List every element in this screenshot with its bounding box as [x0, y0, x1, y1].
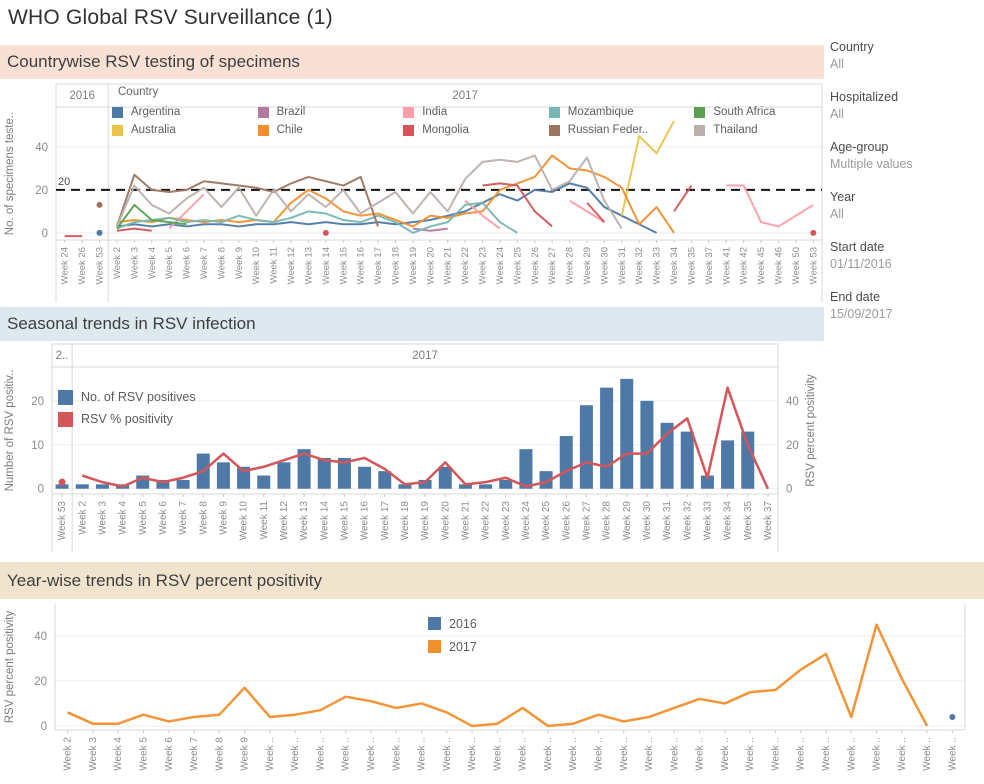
- svg-text:Week 8: Week 8: [214, 737, 226, 771]
- legend-label: Thailand: [713, 124, 758, 136]
- svg-text:Week 4: Week 4: [117, 501, 129, 535]
- svg-text:Number of RSV positiv..: Number of RSV positiv..: [4, 369, 16, 492]
- svg-text:Week ..: Week ..: [441, 737, 453, 771]
- filter-label: Age-group: [830, 140, 889, 154]
- svg-text:Week 14: Week 14: [319, 501, 331, 541]
- legend-label: Mongolia: [422, 124, 469, 136]
- svg-text:Week 27: Week 27: [547, 247, 559, 285]
- svg-text:40: 40: [35, 141, 48, 154]
- svg-text:Week 33: Week 33: [702, 501, 714, 541]
- country-legend: [112, 86, 832, 139]
- legend-label: RSV % positivity: [81, 412, 173, 426]
- legend-swatch: [694, 107, 705, 118]
- legend-item-south-africa[interactable]: [694, 103, 832, 121]
- legend-item-thailand[interactable]: [694, 121, 832, 139]
- svg-text:Week 5: Week 5: [164, 247, 176, 280]
- bar-week-28: [600, 388, 613, 489]
- bar-week-9: [217, 462, 230, 488]
- seasonal-legend: [58, 386, 196, 430]
- filter-value[interactable]: All: [830, 57, 844, 71]
- svg-text:2017: 2017: [452, 90, 478, 102]
- series-mongolia: [117, 229, 152, 231]
- legend-label: Australia: [131, 124, 176, 136]
- seasonal-trends-chart[interactable]: [0, 343, 984, 557]
- bar-week-35: [741, 432, 754, 489]
- legend-label: 2017: [449, 639, 477, 654]
- svg-text:Week 22: Week 22: [460, 247, 472, 285]
- svg-text:Week ..: Week ..: [669, 737, 681, 771]
- svg-text:Week ..: Week ..: [795, 737, 807, 771]
- legend-item-india[interactable]: [403, 103, 541, 121]
- svg-text:Week 3: Week 3: [97, 501, 109, 535]
- svg-text:Week ..: Week ..: [770, 737, 782, 771]
- page-title: WHO Global RSV Surveillance (1): [8, 6, 333, 29]
- svg-text:Week 6: Week 6: [181, 247, 193, 280]
- svg-text:2016: 2016: [69, 90, 95, 102]
- series-russian-feder--dot: [97, 202, 103, 208]
- svg-text:Week 31: Week 31: [662, 501, 674, 541]
- svg-text:40: 40: [786, 395, 799, 408]
- svg-text:Week ..: Week ..: [820, 737, 832, 771]
- legend-item-australia[interactable]: [112, 121, 250, 139]
- svg-text:Week ..: Week ..: [264, 737, 276, 771]
- svg-text:40: 40: [34, 630, 47, 643]
- filter-country[interactable]: [830, 40, 980, 71]
- svg-text:Week 7: Week 7: [189, 737, 201, 771]
- svg-text:Week 53: Week 53: [808, 247, 820, 285]
- bar-week-16: [358, 467, 371, 489]
- filter-label: Hospitalized: [830, 90, 899, 104]
- svg-text:Week ..: Week ..: [618, 737, 630, 771]
- svg-text:0: 0: [41, 227, 48, 240]
- legend-swatch: [694, 125, 705, 136]
- svg-text:Week 26: Week 26: [77, 247, 89, 285]
- svg-text:Week 5: Week 5: [138, 737, 150, 771]
- svg-text:Week ..: Week ..: [416, 737, 428, 771]
- svg-text:Week ..: Week ..: [542, 737, 554, 771]
- svg-text:0: 0: [37, 483, 44, 496]
- legend-label: No. of RSV positives: [81, 390, 196, 404]
- svg-text:Week 2: Week 2: [62, 737, 74, 771]
- svg-text:Week 32: Week 32: [634, 247, 646, 285]
- filter-label: Country: [830, 40, 874, 54]
- svg-text:Week 25: Week 25: [512, 247, 524, 285]
- legend-swatch: [428, 640, 441, 653]
- legend-label: Mozambique: [567, 106, 634, 118]
- series-mongolia-dot: [323, 230, 329, 236]
- svg-text:Week 3: Week 3: [129, 247, 141, 280]
- svg-text:Week 26: Week 26: [529, 247, 541, 285]
- bar-week-11: [257, 476, 270, 489]
- svg-text:Week 53: Week 53: [94, 247, 106, 285]
- svg-text:Week 8: Week 8: [198, 501, 210, 535]
- svg-text:20: 20: [35, 184, 48, 197]
- legend-item-2017[interactable]: [428, 635, 477, 658]
- legend-swatch: [258, 125, 269, 136]
- svg-text:Week 6: Week 6: [157, 501, 169, 535]
- svg-text:Week 24: Week 24: [494, 247, 506, 285]
- filter-end-date[interactable]: [830, 290, 980, 321]
- bar-week-30: [640, 401, 653, 489]
- svg-text:Week 7: Week 7: [198, 247, 210, 280]
- legend-item-rsv-positivity[interactable]: [58, 408, 196, 430]
- svg-text:Week 16: Week 16: [355, 247, 367, 285]
- filter-label: End date: [830, 290, 881, 304]
- svg-text:Week 29: Week 29: [621, 501, 633, 541]
- filter-label: Year: [830, 190, 856, 204]
- svg-text:Week ..: Week ..: [365, 737, 377, 771]
- svg-text:Week 13: Week 13: [303, 247, 315, 285]
- svg-text:Week 41: Week 41: [721, 247, 733, 285]
- svg-text:Week ..: Week ..: [517, 737, 529, 771]
- bar-week-29: [620, 379, 633, 489]
- svg-text:Week 18: Week 18: [399, 501, 411, 541]
- series-argentina-dot: [97, 230, 103, 236]
- filter-value[interactable]: All: [830, 107, 844, 121]
- legend-label: South Africa: [713, 106, 776, 118]
- bar-week-22: [479, 484, 492, 488]
- svg-text:0: 0: [40, 720, 47, 733]
- series-mongolia-dot: [810, 230, 816, 236]
- svg-text:Week ..: Week ..: [846, 737, 858, 771]
- legend-item-russian-feder-[interactable]: [549, 121, 687, 139]
- bar-week-23: [499, 480, 512, 489]
- svg-text:Week 19: Week 19: [407, 247, 419, 285]
- svg-text:20: 20: [786, 439, 799, 452]
- svg-text:Week 37: Week 37: [762, 501, 774, 541]
- legend-item-chile[interactable]: [258, 121, 396, 139]
- svg-text:Week ..: Week ..: [922, 737, 934, 771]
- legend-label: 2016: [449, 616, 477, 631]
- svg-text:Week 23: Week 23: [500, 501, 512, 541]
- svg-text:Week 13: Week 13: [299, 501, 311, 541]
- legend-label: Brazil: [276, 106, 306, 118]
- svg-text:Week 17: Week 17: [379, 501, 391, 541]
- svg-text:Week 50: Week 50: [790, 247, 802, 285]
- svg-text:Week 35: Week 35: [742, 501, 754, 541]
- filter-value[interactable]: Multiple values: [830, 157, 913, 171]
- svg-text:Week ..: Week ..: [492, 737, 504, 771]
- svg-text:2..: 2..: [55, 350, 69, 362]
- svg-text:Week ..: Week ..: [694, 737, 706, 771]
- legend-swatch: [403, 125, 414, 136]
- svg-text:Week ..: Week ..: [290, 737, 302, 771]
- svg-text:Week 35: Week 35: [686, 247, 698, 285]
- svg-text:Week 6: Week 6: [163, 737, 175, 771]
- svg-text:2017: 2017: [412, 350, 438, 362]
- svg-text:Week 16: Week 16: [359, 501, 371, 541]
- svg-text:Week 2: Week 2: [111, 247, 123, 280]
- svg-text:Week 21: Week 21: [442, 247, 454, 285]
- legend-swatch: [58, 390, 73, 405]
- svg-text:Week ..: Week ..: [947, 737, 959, 771]
- legend-swatch: [428, 617, 441, 630]
- svg-text:Week ..: Week ..: [871, 737, 883, 771]
- svg-text:Week 12: Week 12: [278, 501, 290, 541]
- svg-text:0: 0: [786, 483, 793, 496]
- filter-year[interactable]: [830, 190, 980, 221]
- filter-sidebar: [830, 40, 980, 340]
- svg-text:Week 14: Week 14: [320, 247, 332, 285]
- svg-text:Week 30: Week 30: [641, 501, 653, 541]
- svg-text:10: 10: [31, 439, 44, 452]
- svg-text:Week 30: Week 30: [599, 247, 611, 285]
- legend-label: Russian Feder..: [567, 124, 649, 136]
- svg-text:20: 20: [31, 395, 44, 408]
- legend-label: Argentina: [131, 106, 181, 118]
- filter-hospitalized[interactable]: [830, 90, 980, 121]
- bar-week-27: [580, 405, 593, 488]
- yearwise-trends-chart[interactable]: [0, 598, 984, 784]
- filter-value[interactable]: All: [830, 207, 844, 221]
- bar-week-32: [681, 432, 694, 489]
- svg-text:Week 4: Week 4: [113, 737, 125, 771]
- svg-text:Week 53: Week 53: [57, 501, 69, 541]
- svg-text:Week 23: Week 23: [477, 246, 489, 285]
- legend-swatch: [258, 107, 269, 118]
- legend-item-mongolia[interactable]: [403, 121, 541, 139]
- svg-text:Week 33: Week 33: [651, 247, 663, 285]
- legend-label: Chile: [276, 124, 303, 136]
- svg-text:20: 20: [34, 675, 47, 688]
- svg-text:Week 24: Week 24: [520, 501, 532, 541]
- svg-text:Week ..: Week ..: [568, 737, 580, 771]
- svg-text:Week 15: Week 15: [338, 247, 350, 285]
- svg-text:Week 37: Week 37: [703, 247, 715, 285]
- legend-item-mozambique[interactable]: [549, 103, 687, 121]
- bar-week-20: [439, 467, 452, 489]
- bar-week-14: [318, 458, 331, 489]
- legend-swatch: [112, 107, 123, 118]
- svg-text:Week 7: Week 7: [178, 501, 190, 535]
- svg-text:Week 29: Week 29: [581, 247, 593, 285]
- section-header-seasonal: Seasonal trends in RSV infection: [0, 307, 824, 341]
- svg-text:Week ..: Week ..: [896, 737, 908, 771]
- svg-text:Week 28: Week 28: [564, 247, 576, 285]
- svg-text:Week 20: Week 20: [425, 247, 437, 285]
- legend-item-argentina[interactable]: [112, 103, 250, 121]
- legend-swatch: [403, 107, 414, 118]
- svg-text:RSV percent positivity: RSV percent positivity: [4, 610, 16, 724]
- svg-text:Week 9: Week 9: [218, 501, 230, 535]
- legend-swatch: [549, 107, 560, 118]
- filter-label: Start date: [830, 240, 885, 254]
- svg-text:Week 19: Week 19: [420, 501, 432, 541]
- svg-text:Week ..: Week ..: [593, 737, 605, 771]
- svg-text:Week 10: Week 10: [238, 501, 250, 541]
- svg-text:Week ..: Week ..: [719, 737, 731, 771]
- dot-rsv-percent-positivity: [59, 479, 66, 486]
- svg-text:Week ..: Week ..: [745, 737, 757, 771]
- svg-text:Week 8: Week 8: [216, 246, 228, 280]
- svg-text:Week 21: Week 21: [460, 501, 472, 541]
- legend-swatch: [112, 125, 123, 136]
- svg-text:Week 34: Week 34: [669, 247, 681, 285]
- legend-label: India: [422, 106, 448, 118]
- year-legend: [428, 612, 477, 658]
- legend-item-2016[interactable]: [428, 612, 477, 635]
- legend-item-brazil[interactable]: [258, 103, 396, 121]
- svg-text:Week 20: Week 20: [440, 501, 452, 541]
- bar-week-24: [519, 449, 532, 489]
- svg-text:Week 45: Week 45: [756, 247, 768, 285]
- bar-week-12: [277, 462, 290, 488]
- svg-text:Week 28: Week 28: [601, 501, 613, 541]
- svg-text:Week 34: Week 34: [722, 501, 734, 541]
- svg-text:Week 42: Week 42: [738, 247, 750, 285]
- series-2016-dot: [949, 714, 955, 720]
- svg-text:Week 15: Week 15: [339, 501, 351, 541]
- bar-week-34: [721, 440, 734, 488]
- svg-text:Week 25: Week 25: [541, 501, 553, 541]
- svg-text:Week 46: Week 46: [773, 247, 785, 285]
- svg-text:Week 27: Week 27: [581, 501, 593, 541]
- svg-text:Week 22: Week 22: [480, 501, 492, 541]
- svg-text:No. of specimens teste..: No. of specimens teste..: [4, 111, 16, 236]
- svg-text:Week 3: Week 3: [87, 737, 99, 771]
- svg-text:Week 18: Week 18: [390, 247, 402, 285]
- country-legend-title: Country: [118, 86, 159, 98]
- svg-text:Week 26: Week 26: [561, 501, 573, 541]
- bar-week-3: [96, 484, 109, 488]
- filter-value[interactable]: 15/09/2017: [830, 307, 893, 321]
- svg-text:Week ..: Week ..: [315, 737, 327, 771]
- svg-text:Week 24: Week 24: [59, 247, 71, 285]
- svg-text:Week 10: Week 10: [251, 247, 263, 285]
- filter-start-date[interactable]: [830, 240, 980, 271]
- filter-value[interactable]: 01/11/2016: [830, 257, 892, 271]
- reference-line-label: 20: [58, 175, 71, 188]
- legend-item-no-of-rsv-positives[interactable]: [58, 386, 196, 408]
- svg-text:Week 2: Week 2: [77, 501, 89, 535]
- filter-age-group[interactable]: [830, 140, 980, 171]
- svg-text:Week 31: Week 31: [616, 247, 628, 285]
- bar-week-7: [177, 480, 190, 489]
- svg-text:Week ..: Week ..: [644, 737, 656, 771]
- svg-text:Week ..: Week ..: [340, 737, 352, 771]
- series-india: [726, 186, 813, 227]
- svg-text:RSV percent positivity: RSV percent positivity: [805, 374, 817, 487]
- svg-text:Week 11: Week 11: [258, 501, 270, 540]
- bar-week-26: [560, 436, 573, 489]
- svg-text:Week 9: Week 9: [239, 737, 251, 771]
- svg-text:Week ..: Week ..: [467, 737, 479, 771]
- svg-text:Week ..: Week ..: [391, 737, 403, 771]
- svg-text:Week 32: Week 32: [682, 501, 694, 541]
- svg-text:Week 17: Week 17: [373, 247, 385, 285]
- svg-text:Week 5: Week 5: [137, 501, 149, 535]
- section-header-countrywise: Countrywise RSV testing of specimens: [0, 45, 824, 79]
- series-2017: [68, 625, 927, 726]
- legend-swatch: [58, 412, 73, 427]
- svg-text:Week 9: Week 9: [233, 247, 245, 280]
- legend-swatch: [549, 125, 560, 136]
- svg-text:Week 11: Week 11: [268, 247, 280, 284]
- bar-week-2: [76, 484, 89, 488]
- svg-text:Week 4: Week 4: [146, 247, 158, 280]
- section-header-yearwise: Year-wise trends in RSV percent positivity: [0, 562, 984, 599]
- svg-text:Week 12: Week 12: [286, 247, 298, 285]
